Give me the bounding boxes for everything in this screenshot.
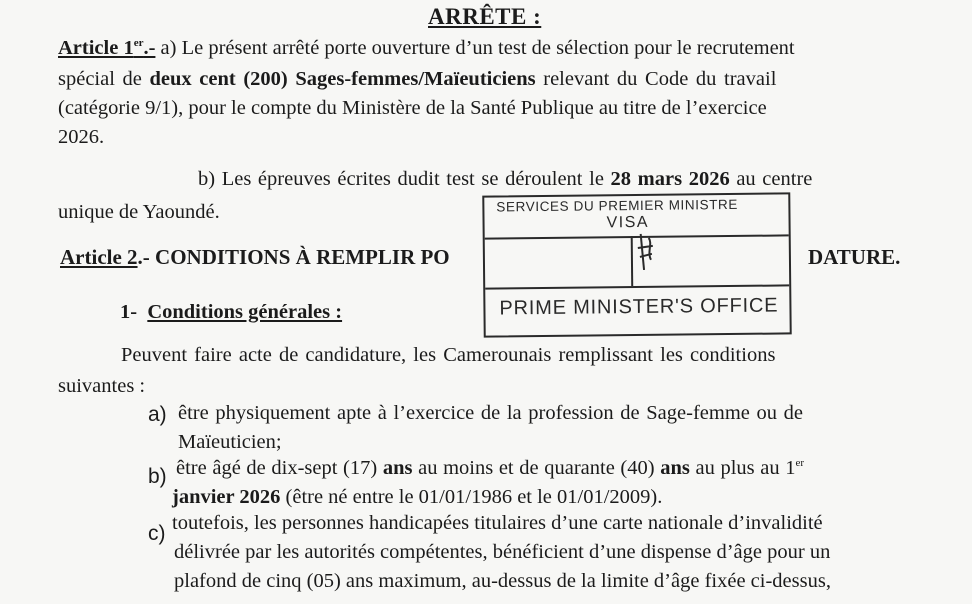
condition-b-line2: janvier 2026 (être né entre le 01/01/1986 et le 01/01/2009). <box>172 486 663 508</box>
section1-title: Conditions générales : <box>147 301 343 323</box>
condition-a-marker: a) <box>148 403 167 426</box>
article1-line3: (catégorie 9/1), pour le compte du Ministère de la Santé Publique au titre de l’exercice <box>58 97 767 119</box>
condition-c-line3: plafond de cinq (05) ans maximum, au-dessus de la limite d’âge fixée ci-dessus, <box>174 570 831 592</box>
visa-stamp <box>482 192 791 337</box>
article2-label: Article 2 <box>60 245 138 269</box>
condition-b-line1: être âgé de dix-sept (17) ans au moins et de quarante (40) ans au plus au 1er <box>176 457 805 479</box>
signature-mark <box>635 230 657 276</box>
condition-b-marker: b) <box>148 465 167 488</box>
intro-line1: Peuvent faire acte de candidature, les Camerounais remplissant les conditions <box>121 344 776 366</box>
intro-line2: suivantes : <box>58 375 146 397</box>
article1-line1: Article 1er.- a) Le présent arrêté porte ouverture d’un test de sélection pour le recrutement <box>58 37 795 59</box>
stamp-line3: PRIME MINISTER'S OFFICE <box>499 294 779 320</box>
condition-c-marker: c) <box>148 522 166 545</box>
condition-c-line2: délivrée par les autorités compétentes, bénéficient d’une dispense d’âge pour un <box>174 541 831 563</box>
condition-a-line1: être physiquement apte à l’exercice de la profession de Sage-femme ou de <box>178 402 803 424</box>
stamp-line2: VISA <box>606 213 650 232</box>
document-title: ARRÊTE : <box>428 4 542 29</box>
section1-heading: 1- Conditions générales : <box>120 301 343 323</box>
article1-label: Article 1er.- <box>58 37 156 59</box>
condition-a-line2: Maïeuticien; <box>178 431 282 453</box>
article1-line2: spécial de deux cent (200) Sages-femmes/Maïeuticiens relevant du Code du travail <box>58 68 777 90</box>
article1-line4: 2026. <box>58 126 105 148</box>
article2-heading: Article 2.- CONDITIONS À REMPLIR PO <box>60 245 450 269</box>
stamp-line1: SERVICES DU PREMIER MINISTRE <box>496 196 739 215</box>
article2-heading-end: DATURE. <box>808 245 901 269</box>
condition-c-line1: toutefois, les personnes handicapées titulaires d’une carte nationale d’invalidité <box>172 512 823 534</box>
article1-b-line1: b) Les épreuves écrites dudit test se déroulent le 28 mars 2026 au centre <box>198 168 813 190</box>
article1-b-line2: unique de Yaoundé. <box>58 201 220 223</box>
